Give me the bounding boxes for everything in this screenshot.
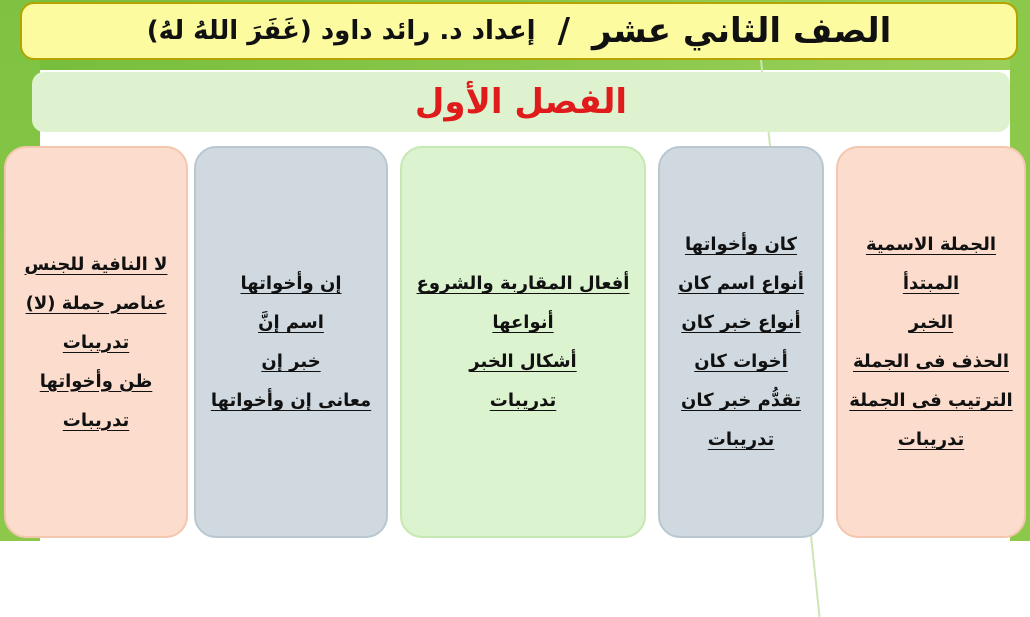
link-la-negation[interactable]: لا النافية للجنس (24, 253, 168, 275)
link-kana-predicate-fronting[interactable]: تقدُّم خبر كان (681, 390, 801, 411)
link-predicate-forms[interactable]: أشكال الخبر (469, 351, 577, 372)
header-separator: / (557, 11, 571, 51)
card-nominal-sentence (836, 146, 1026, 538)
link-exercises[interactable]: تدريبات (62, 331, 130, 353)
card-kana-sisters (658, 146, 824, 538)
card-la-negation (4, 146, 188, 538)
link-exercises[interactable]: تدريبات (897, 429, 965, 450)
link-word-order[interactable]: الترتيب فى الجملة (849, 390, 1013, 411)
link-kana-sisters-list[interactable]: أخوات كان (694, 351, 788, 372)
link-inna-sisters[interactable]: إن وأخواتها (240, 273, 342, 294)
link-subject[interactable]: المبتدأ (902, 273, 960, 294)
card-approximation-verbs (400, 146, 646, 538)
link-predicate[interactable]: الخبر (908, 312, 954, 333)
link-exercises[interactable]: تدريبات (489, 390, 557, 411)
chapter-banner (32, 72, 1010, 132)
chapter-title: الفصل الأول (414, 82, 628, 122)
link-exercises[interactable]: تدريبات (62, 409, 130, 431)
card-inna-sisters (194, 146, 388, 538)
link-types[interactable]: أنواعها (492, 312, 554, 333)
link-inna-predicate[interactable]: خبر إن (261, 351, 321, 372)
grade-title: الصف الثاني عشر (592, 11, 892, 51)
link-kana-predicate-types[interactable]: أنواع خبر كان (681, 312, 801, 333)
author-credit: إعداد د. رائد داود (غَفَرَ اللهُ لهُ) (146, 16, 536, 46)
link-exercises[interactable]: تدريبات (707, 429, 775, 450)
link-kana-sisters[interactable]: كان وأخواتها (684, 234, 798, 255)
link-kana-subject-types[interactable]: أنواع اسم كان (678, 273, 804, 294)
link-la-elements[interactable]: عناصر جملة (لا) (25, 292, 167, 314)
link-inna-subject[interactable]: اسم إنَّ (258, 312, 324, 333)
link-nominal-sentence[interactable]: الجملة الاسمية (865, 234, 997, 255)
header-banner (20, 2, 1018, 60)
link-inna-meanings[interactable]: معانى إن وأخواتها (210, 390, 372, 411)
link-zanna-sisters[interactable]: ظن وأخواتها (39, 370, 153, 392)
link-approximation-verbs[interactable]: أفعال المقاربة والشروع (416, 273, 630, 294)
link-omission[interactable]: الحذف فى الجملة (853, 351, 1009, 372)
